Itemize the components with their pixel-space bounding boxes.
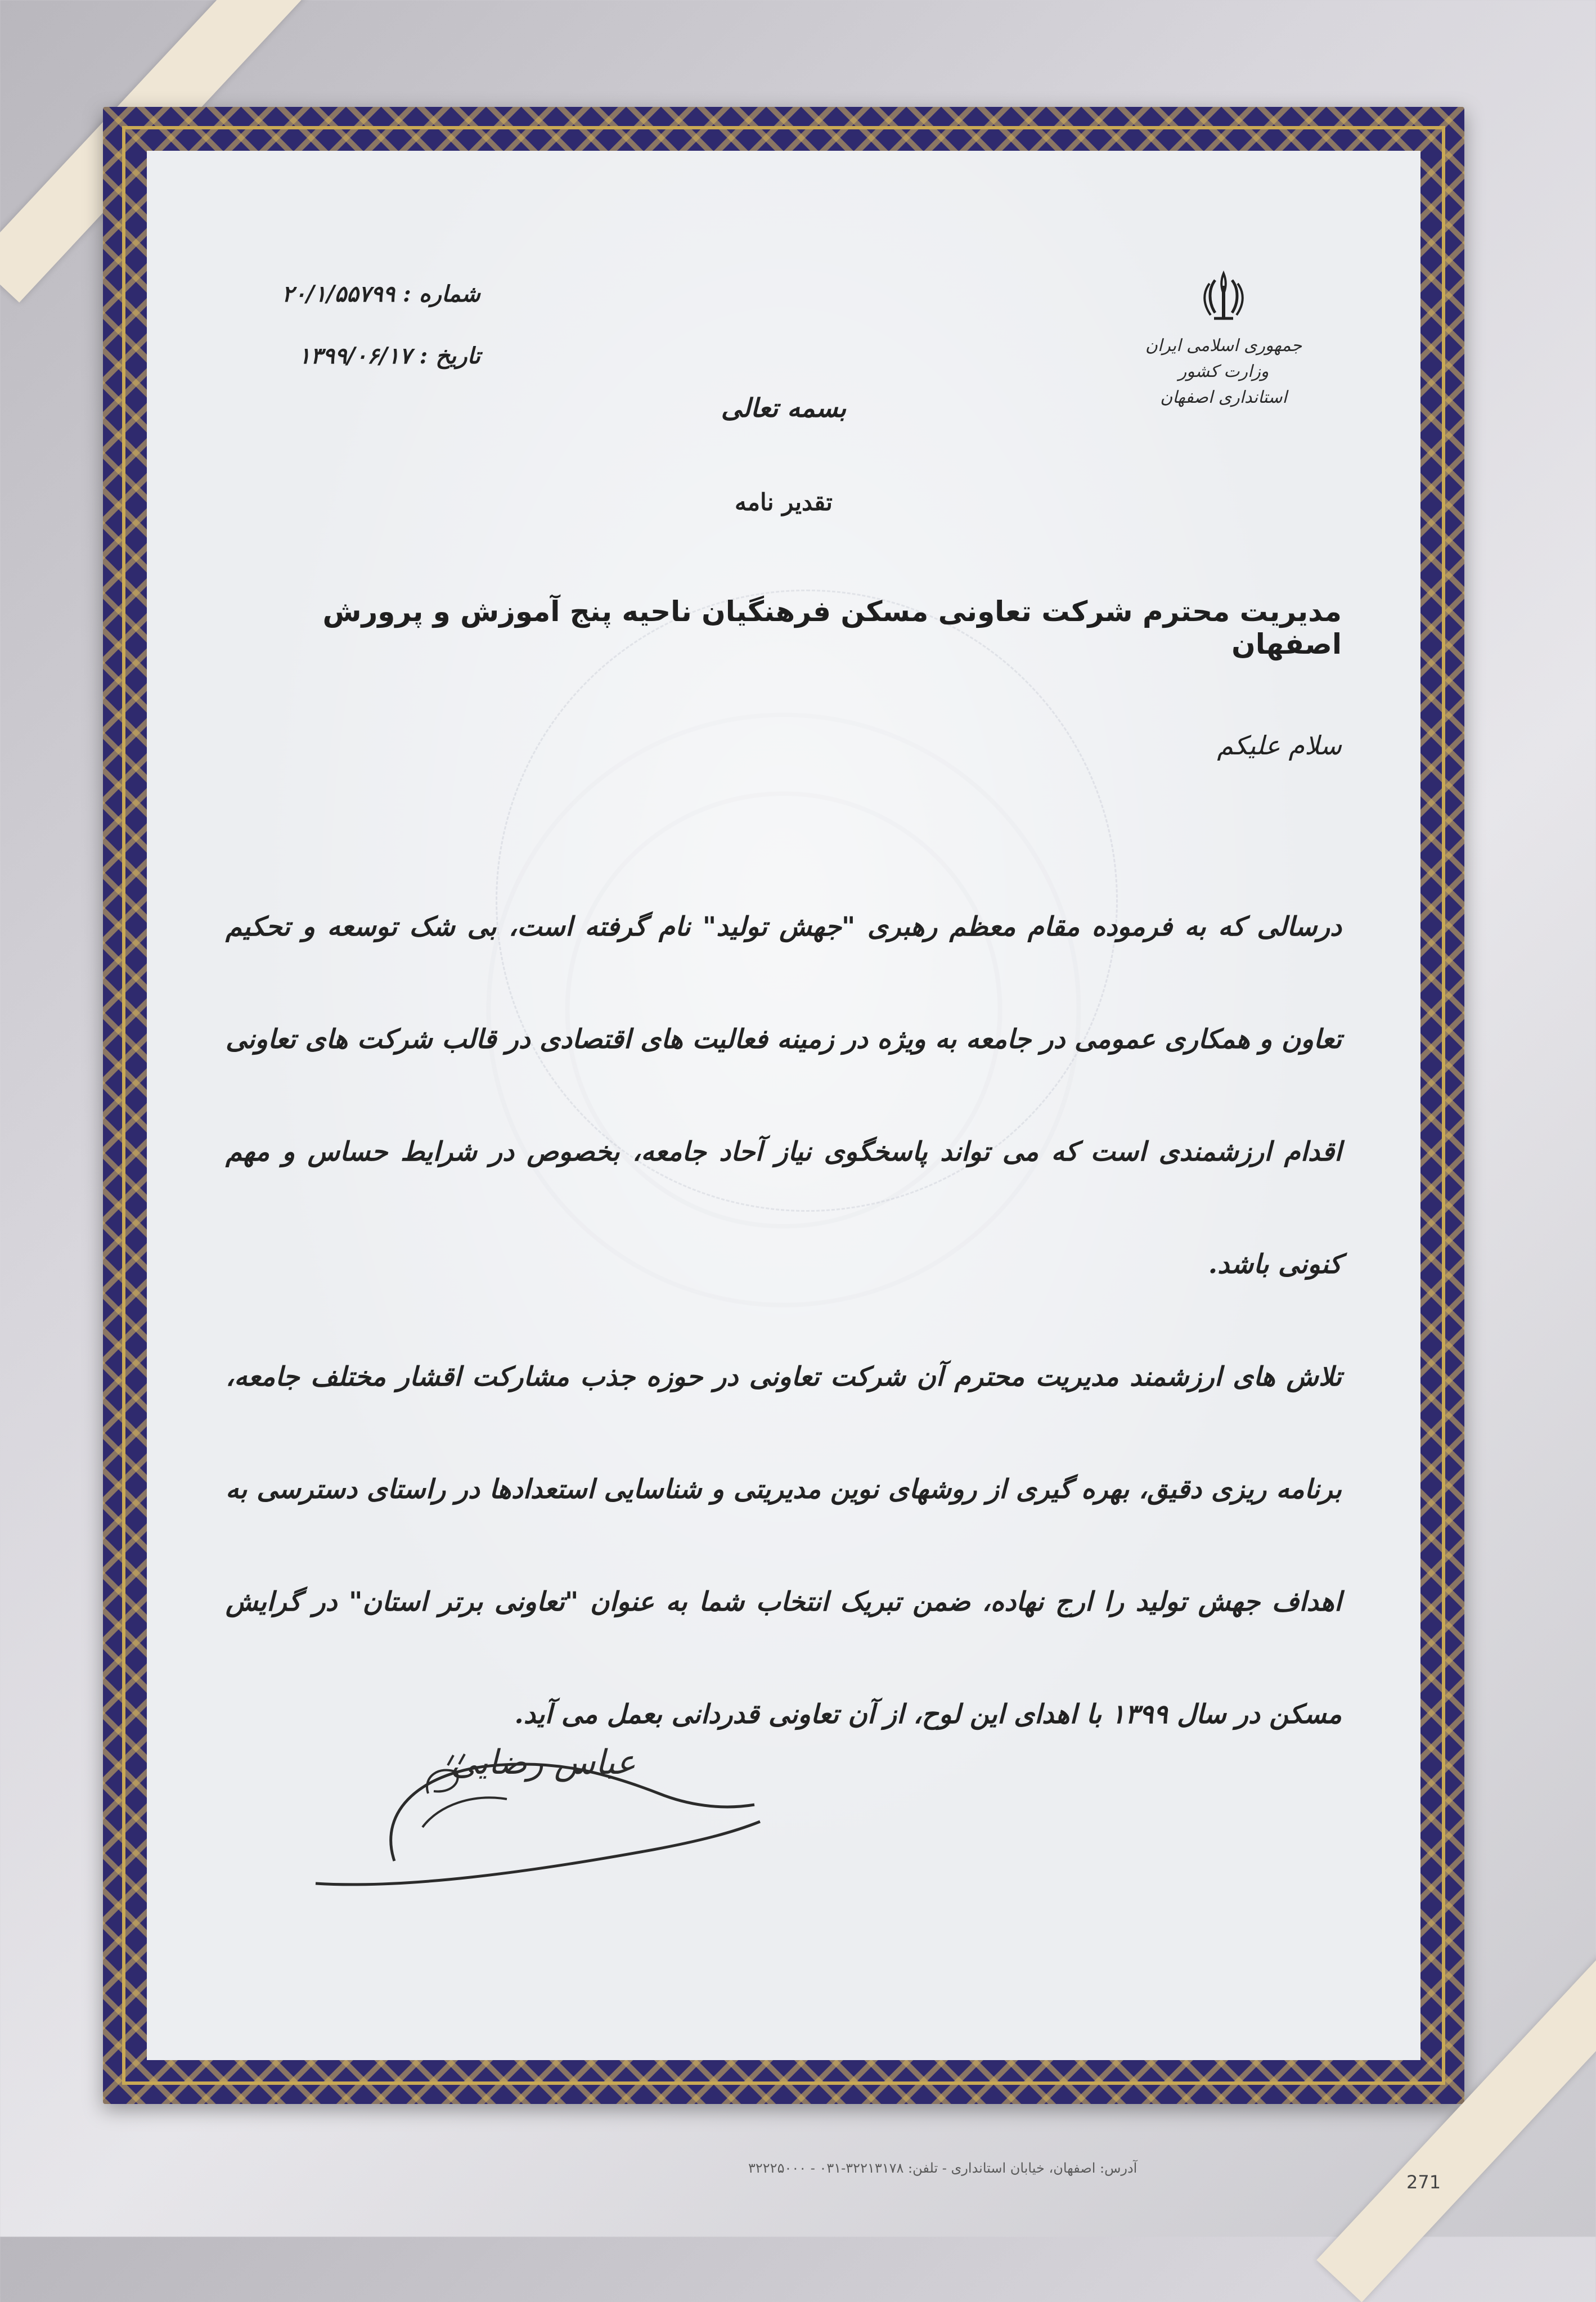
date-label: تاریخ : bbox=[419, 343, 480, 369]
number-label: شماره : bbox=[403, 281, 480, 307]
body-paragraph: درسالی که به فرموده مقام معظم رهبری "جهش تولید" نام گرفته است، بی شک توسعه و تحکیم تعاون و همکاری عمومی در جامعه به ویژه در زمینه فعالیت های اقتصادی در قالب شرکت های تعاونی اقدام ارزشمندی است که می تواند پاسخگوی نیاز آحاد جامعه، بخصوص در شرایط حساس و مهم کنونی باشد. bbox=[226, 911, 1342, 1280]
number-value: ۲۰/۱/۵۵۷۹۹ bbox=[282, 281, 395, 307]
iran-emblem-icon bbox=[1198, 269, 1249, 325]
letterhead bbox=[1122, 269, 1325, 411]
letterhead-line: استانداری اصفهان bbox=[1160, 388, 1287, 407]
footer-address: آدرس: اصفهان، خیابان استانداری - تلفن: ۳۲۲۱۳۱۷۸-۰۳۱ - ۳۲۲۲۵۰۰۰ bbox=[748, 2160, 1138, 2176]
salutation: سلام علیکم bbox=[1217, 730, 1342, 761]
letterhead-line: جمهوری اسلامی ایران bbox=[1145, 336, 1302, 356]
body-paragraph: تلاش های ارزشمند مدیریت محترم آن شرکت تعاونی در حوزه جذب مشارکت اقشار مختلف جامعه، برنامه ریزی دقیق، بهره گیری از روشهای نوین مدیریتی و شناسایی استعدادها در راستای دسترسی به اهداف جهش تولید را ارج نهاده، ضمن تبریک انتخاب شما به عنوان "تعاونی برتر استان" در گرایش مسکن در سال ۱۳۹۹ با اهدای این لوح، از آن تعاونی قدردانی بعمل می آید. bbox=[226, 1361, 1342, 1730]
document-title: تقدیر نامه bbox=[735, 488, 833, 516]
addressee-line: مدیریت محترم شرکت تعاونی مسکن فرهنگیان ناحیه پنج آموزش و پرورش اصفهان bbox=[322, 595, 1342, 660]
reference-number bbox=[282, 263, 480, 325]
page-number: 271 bbox=[1406, 2171, 1441, 2193]
certificate-frame bbox=[103, 107, 1464, 2104]
handwritten-signature bbox=[293, 1625, 799, 1940]
certificate-paper bbox=[147, 151, 1420, 2060]
bismillah-heading: بسمه تعالی bbox=[721, 393, 847, 423]
letterhead-line: وزارت کشور bbox=[1178, 362, 1269, 381]
reference-block bbox=[282, 263, 480, 387]
reference-date bbox=[282, 325, 480, 387]
date-value: ۱۳۹۹/۰۶/۱۷ bbox=[298, 343, 412, 369]
signer-name: عباس رضایی bbox=[451, 1743, 636, 1782]
